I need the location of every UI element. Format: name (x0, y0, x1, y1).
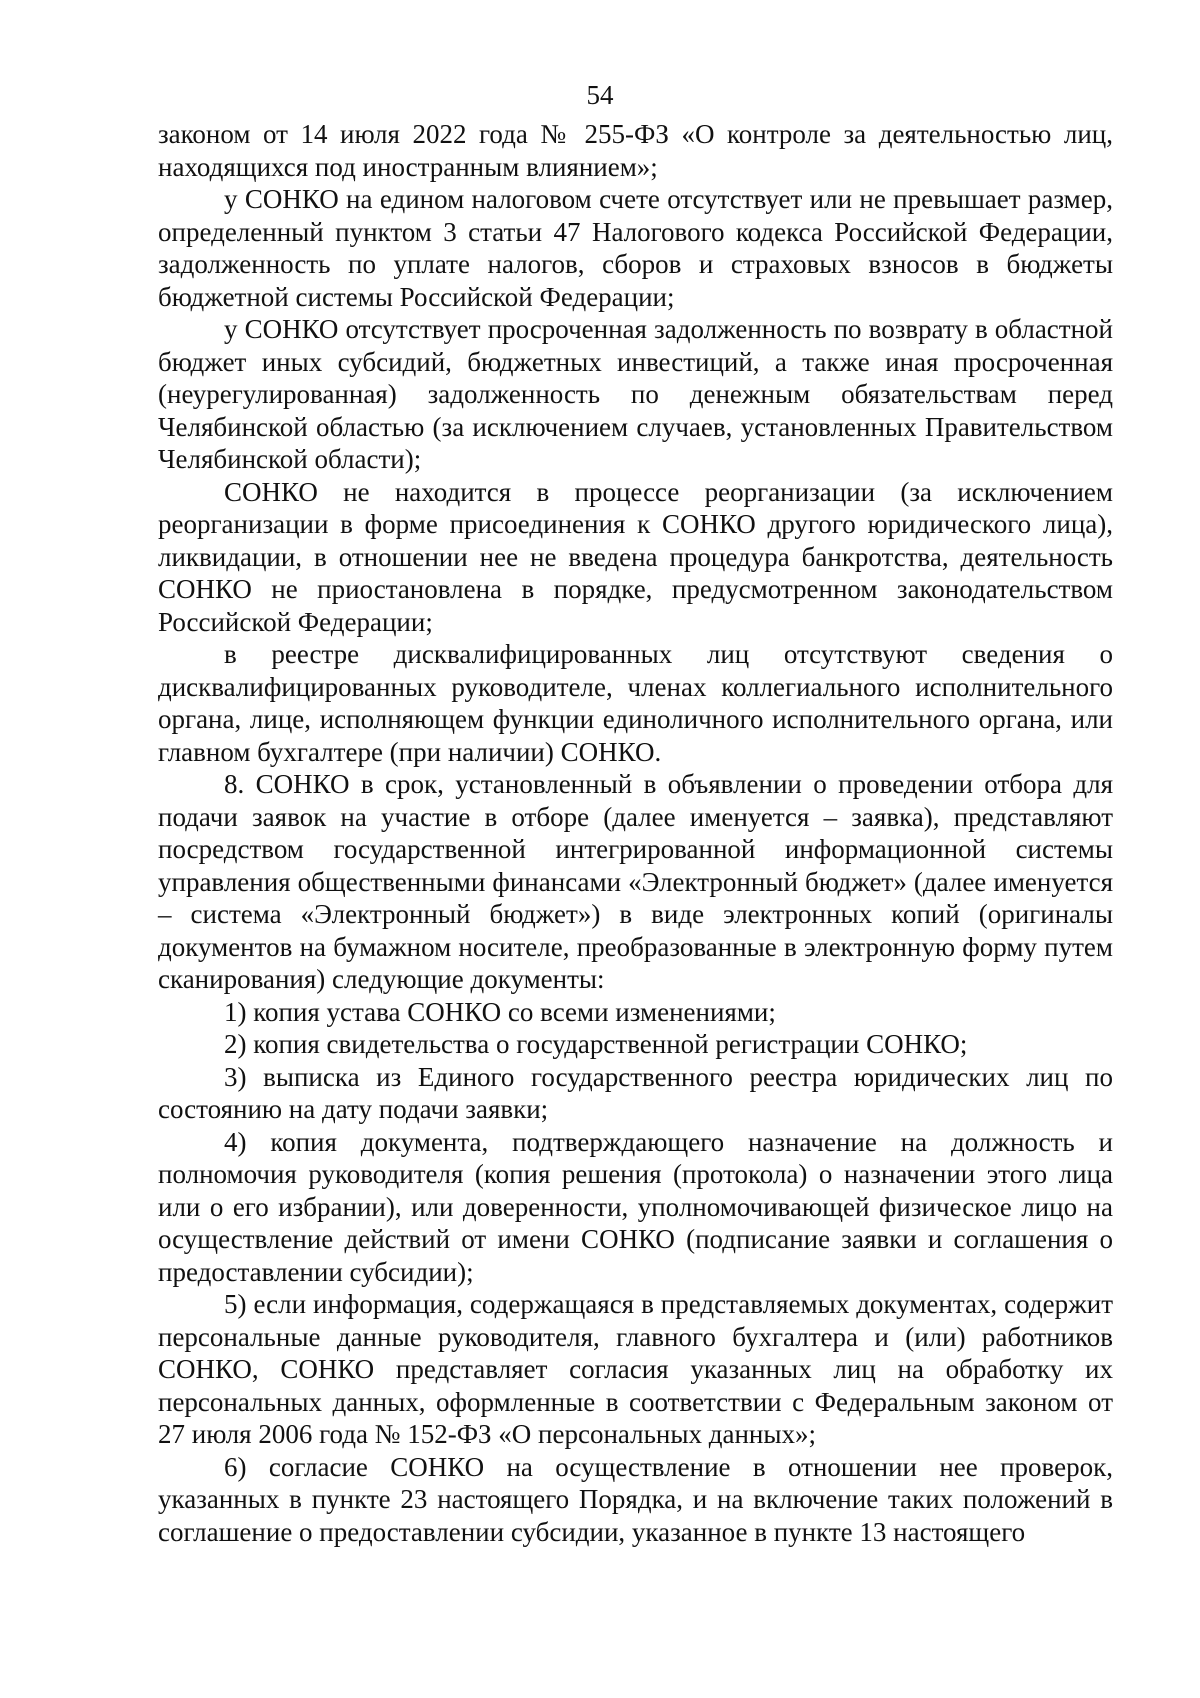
list-item-3: 3) выписка из Единого государственного реестра юридических лиц по состоянию на дату подачи заявки; (158, 1061, 1113, 1124)
list-item-5: 5) если информация, содержащаяся в представляемых документах, содержит персональные данные руководителя, главного бухгалтера и (или) работников СОНКО, СОНКО представляет согласия указанных лиц на обработку их персональных данных, оформленные в соответствии с Федеральным законом от 27 июля 2006 года № 152-ФЗ «О персональных данных»; (158, 1289, 1113, 1449)
list-item-4: 4) копия документа, подтверждающего назначение на должность и полномочия руководителя (копия решения (протокола) о назначении этого лица или о его избрании), или доверенности, уполномочивающей физическое лицо на осуществление действий от имени СОНКО (подписание заявки и соглашения о предоставлении субсидии); (158, 1126, 1113, 1287)
paragraph-item-8: 8. СОНКО в срок, установленный в объявлении о проведении отбора для подачи заявок на участие в отборе (далее именуется – заявка), представляют посредством государственной интегрированной информационной системы управления общественными финансами «Электронный бюджет» (далее именуется – система «Электронный бюджет») в виде электронных копий (оригиналы документов на бумажном носителе, преобразованные в электронную форму путем сканирования) следующие документы: (158, 769, 1113, 994)
list-item-6: 6) согласие СОНКО на осуществление в отношении нее проверок, указанных в пункте 23 настоящего Порядка, и на включение таких положений в соглашение о предоставлении субсидии, указанное в пункте 13 настоящего (158, 1451, 1113, 1547)
paragraph-reorganization: СОНКО не находится в процессе реорганизации (за исключением реорганизации в форме присоединения к СОНКО другого юридического лица), ликвидации, в отношении нее не введена процедура банкротства, деятельность СОНКО не приостановлена в порядке, предусмотренном законодательством Российской Федерации; (158, 476, 1113, 637)
list-item-2: 2) копия свидетельства о государственной регистрации СОНКО; (224, 1029, 968, 1059)
page-number: 54 (586, 80, 614, 110)
paragraph-overdue-debt: у СОНКО отсутствует просроченная задолженность по возврату в областной бюджет иных субсидий, бюджетных инвестиций, а также иная просроченная (неурегулированная) задолженность по денежным обязательствам перед Челябинской областью (за исключением случаев, установленных Правительством Челябинской области); (158, 314, 1113, 474)
paragraph-disqualified-registry: в реестре дисквалифицированных лиц отсутствуют сведения о дисквалифицированных руководителе, членах коллегиального исполнительного органа, лице, исполняющем функции единоличного исполнительного органа, или главном бухгалтере (при наличии) СОНКО. (158, 639, 1113, 767)
body-text (158, 118, 1113, 1548)
paragraph-tax-debt: у СОНКО на едином налоговом счете отсутствует или не превышает размер, определенный пунктом 3 статьи 47 Налогового кодекса Российской Федерации, задолженность по уплате налогов, сборов и страховых взносов в бюджеты бюджетной системы Российской Федерации; (158, 184, 1113, 312)
list-item-1: 1) копия устава СОНКО со всеми изменениями; (224, 996, 776, 1027)
paragraph-continuation: законом от 14 июля 2022 года № 255-ФЗ «О контроле за деятельностью лиц, находящихся под иностранным влиянием»; (158, 119, 1113, 182)
